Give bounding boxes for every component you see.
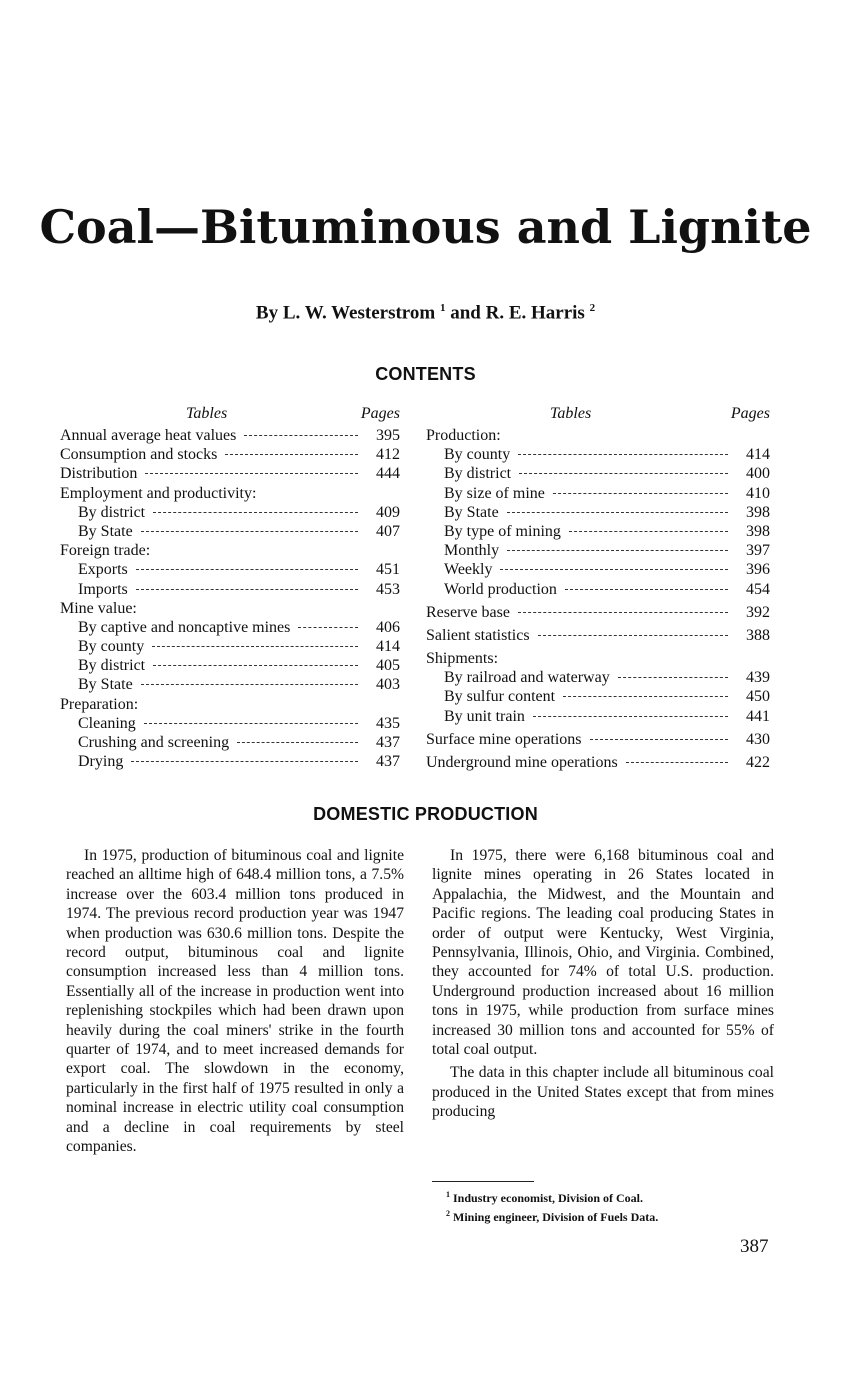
toc-entry-page: 400: [746, 465, 770, 483]
toc-leader: [618, 677, 728, 678]
toc-leader: [518, 612, 728, 613]
page-title: Coal—Bituminous and Lignite: [39, 200, 812, 254]
toc-entry: [426, 650, 770, 669]
toc-entry-label: World production: [444, 580, 557, 598]
toc-entry-label: Monthly: [444, 542, 500, 560]
toc-leader: [237, 742, 358, 743]
toc-entry-page: 450: [746, 688, 770, 706]
toc-leader: [563, 696, 728, 697]
toc-right-rows: [426, 427, 770, 773]
toc-entry-page: 407: [376, 522, 400, 540]
toc-entry: [60, 734, 400, 753]
toc-entry-page: 444: [376, 465, 400, 483]
toc-leader: [153, 665, 358, 666]
toc-entry: [60, 753, 400, 772]
footnote-text: Industry economist, Division of Coal.: [450, 1191, 644, 1205]
toc-entry-label: Employment and productivity:: [60, 484, 257, 502]
toc-entry-page: 435: [376, 714, 400, 732]
toc-leader: [538, 635, 728, 636]
toc-entry-label: Annual average heat values: [60, 427, 237, 444]
toc-entry-label: By captive and noncaptive mines: [78, 618, 291, 636]
toc-entry-label: Exports: [78, 561, 128, 579]
toc-leader: [507, 512, 728, 513]
toc-leader: [533, 716, 728, 717]
page-number: 387: [740, 1236, 769, 1257]
toc-entry-label: Weekly: [444, 561, 493, 579]
toc-leader: [244, 435, 358, 436]
toc-entry-label: By State: [78, 522, 133, 540]
footnote-mark: 2: [446, 1209, 450, 1218]
toc-leader: [507, 550, 728, 551]
toc-entry-page: 395: [376, 427, 400, 444]
toc-entry-label: Salient statistics: [426, 626, 530, 644]
toc-entry-label: By district: [78, 503, 146, 521]
toc-entry: [60, 561, 400, 580]
toc-leader: [136, 569, 358, 570]
toc-entry-label: Underground mine operations: [426, 754, 618, 771]
footnote-ref-1: 1: [439, 302, 446, 314]
toc-leader: [569, 531, 728, 532]
toc-entry: [426, 731, 770, 750]
toc-entry-label: Crushing and screening: [78, 734, 230, 751]
toc-entry-page: 422: [746, 754, 770, 771]
body-column-left: [66, 846, 404, 1157]
toc-entry: [426, 561, 770, 580]
toc-entry-page: 406: [376, 618, 400, 636]
toc-entry-page: 437: [376, 734, 400, 751]
toc-entry: [60, 638, 400, 657]
toc-leader: [153, 512, 358, 513]
toc-entry-label: By unit train: [444, 707, 525, 725]
footnote-2: [446, 1206, 776, 1225]
toc-entry: [426, 523, 770, 542]
toc-entry-page: 414: [376, 638, 400, 656]
toc-entry-label: By sulfur content: [444, 688, 556, 706]
toc-leader: [144, 723, 358, 724]
author-2: R. E. Harris: [485, 302, 585, 324]
toc-leader: [626, 762, 728, 763]
paragraph: The data in this chapter include all bituminous coal produced in the United States except that from mines producing: [432, 1064, 774, 1121]
toc-entry-label: Surface mine operations: [426, 730, 582, 748]
toc-left-rows: [60, 427, 400, 772]
toc-leader: [519, 473, 728, 474]
toc-leader: [131, 761, 358, 762]
toc-entry: [60, 619, 400, 638]
toc-entry-page: 388: [746, 626, 770, 644]
domestic-production-heading: DOMESTIC PRODUCTION: [313, 804, 538, 824]
author-1: L. W. Westerstrom: [282, 302, 436, 324]
toc-entry: [426, 485, 770, 504]
toc-entry-page: 410: [746, 484, 770, 502]
toc-entry-page: 430: [746, 730, 770, 748]
paragraph: In 1975, there were 6,168 bituminous coal and lignite mines operating in 26 States located in Appalachia, the Midwest, and the Mountain and Pacific regions. The leading coal producing States in order of output were Kentucky, West Virginia, Pennsylvania, Illinois, Ohio, and Virginia. Combined, they accounted for 74% of total U.S. production. Underground production increased about 16 million tons in 1975, while production from surface mines increased 30 million tons and accounted for 55% of total coal output.: [432, 847, 774, 1059]
toc-entry-page: 409: [376, 503, 400, 521]
toc-entry-label: Production:: [426, 427, 501, 444]
toc-leader: [553, 493, 728, 494]
toc-entry-label: By size of mine: [444, 484, 545, 502]
toc-entry-page: 439: [746, 669, 770, 687]
toc-entry-label: Cleaning: [78, 714, 136, 732]
toc-entry: [60, 446, 400, 465]
toc-entry-page: 397: [746, 542, 770, 560]
toc-entry: [60, 600, 400, 619]
byline-prefix: By: [255, 302, 283, 324]
toc-entry: [60, 504, 400, 523]
toc-entry-page: 414: [746, 446, 770, 464]
toc-entry-page: 398: [746, 522, 770, 540]
toc-leader: [141, 684, 358, 685]
paragraph: In 1975, production of bituminous coal and lignite reached an alltime high of 648.4 million tons, a 7.5% increase over the 603.4 million tons produced in 1974. The previous record production year was 1947 when production was 630.6 million tons. Despite the record output, bituminous coal and lignite consumption increased less than 4 million tons. Essentially all of the increase in production went into replenishing stockpiles which had been drawn upon heavily during the coal miners' strike in the fourth quarter of 1974, and to meet increased demands for export coal. The slowdown in the economy, particularly in the first half of 1975 resulted in only a nominal increase in electric utility coal consumption and a decline in coal requirements by steel companies.: [66, 847, 404, 1156]
pages-column-title: Pages: [360, 405, 400, 422]
toc-left-column: [60, 405, 400, 772]
toc-entry: [426, 542, 770, 561]
toc-leader: [565, 589, 728, 590]
toc-entry-label: Mine value:: [60, 599, 137, 617]
toc-leader: [590, 739, 729, 740]
toc-entry-label: By district: [444, 465, 512, 483]
toc-entry: [60, 542, 400, 561]
toc-leader: [298, 627, 358, 628]
toc-leader: [500, 569, 728, 570]
toc-entry: [426, 604, 770, 623]
toc-entry: [426, 688, 770, 707]
toc-entry-label: By district: [78, 657, 146, 675]
toc-entry-label: Distribution: [60, 465, 138, 483]
toc-entry-label: By railroad and waterway: [444, 669, 610, 687]
toc-entry: [426, 754, 770, 773]
toc-entry-label: By State: [78, 676, 133, 694]
footnotes: [446, 1187, 776, 1225]
toc-entry: [426, 669, 770, 688]
toc-leader: [145, 473, 358, 474]
pages-column-title: Pages: [730, 405, 770, 422]
toc-entry-page: 453: [376, 580, 400, 598]
toc-entry-label: Imports: [78, 580, 128, 598]
toc-entry: [426, 465, 770, 484]
body-column-right: [432, 846, 774, 1122]
toc-entry: [426, 504, 770, 523]
toc-left-header: [60, 405, 400, 427]
toc-entry-page: 454: [746, 580, 770, 598]
toc-entry-label: Preparation:: [60, 695, 139, 713]
toc-leader: [141, 531, 358, 532]
toc-entry-label: By State: [444, 503, 499, 521]
toc-entry: [60, 523, 400, 542]
toc-entry-page: 412: [376, 446, 400, 464]
footnote-ref-2: 2: [589, 302, 596, 314]
byline-joiner: and: [445, 302, 486, 324]
toc-entry-label: Shipments:: [426, 650, 499, 668]
toc-right-column: [426, 405, 770, 773]
toc-entry: [426, 627, 770, 646]
toc-entry: [426, 446, 770, 465]
footnote-1: [446, 1187, 776, 1206]
toc-leader: [152, 646, 358, 647]
footnote-text: Mining engineer, Division of Fuels Data.: [450, 1210, 659, 1224]
toc-entry-page: 396: [746, 561, 770, 579]
toc-leader: [136, 589, 358, 590]
tables-column-title: Tables: [186, 405, 228, 422]
toc-entry: [426, 581, 770, 600]
toc-entry: [60, 581, 400, 600]
toc-entry: [60, 676, 400, 695]
toc-entry-label: Consumption and stocks: [60, 446, 218, 464]
tables-column-title: Tables: [550, 405, 592, 422]
toc-entry-label: Drying: [78, 753, 124, 771]
toc-leader: [518, 454, 728, 455]
toc-entry-label: Foreign trade:: [60, 542, 151, 560]
toc-entry-label: Reserve base: [426, 603, 510, 621]
toc-entry: [426, 427, 770, 446]
toc-entry: [60, 657, 400, 676]
toc-entry-page: 437: [376, 753, 400, 771]
toc-entry-label: By county: [444, 446, 511, 464]
byline: [0, 302, 851, 324]
toc-entry-page: 403: [376, 676, 400, 694]
footnote-mark: 1: [446, 1190, 450, 1199]
toc-leader: [225, 454, 358, 455]
toc-entry-label: By type of mining: [444, 522, 561, 540]
contents-heading: CONTENTS: [375, 364, 476, 384]
toc-entry-label: By county: [78, 638, 145, 656]
footnote-rule: [432, 1181, 534, 1182]
toc-entry: [60, 427, 400, 446]
toc-entry-page: 398: [746, 503, 770, 521]
toc-entry: [60, 465, 400, 484]
toc-entry: [60, 696, 400, 715]
toc-entry-page: 392: [746, 603, 770, 621]
toc-right-header: [426, 405, 770, 427]
toc-entry: [426, 708, 770, 727]
toc-entry-page: 441: [746, 707, 770, 725]
toc-entry-page: 405: [376, 657, 400, 675]
toc-entry-page: 451: [376, 561, 400, 579]
toc-entry: [60, 485, 400, 504]
toc-entry: [60, 715, 400, 734]
